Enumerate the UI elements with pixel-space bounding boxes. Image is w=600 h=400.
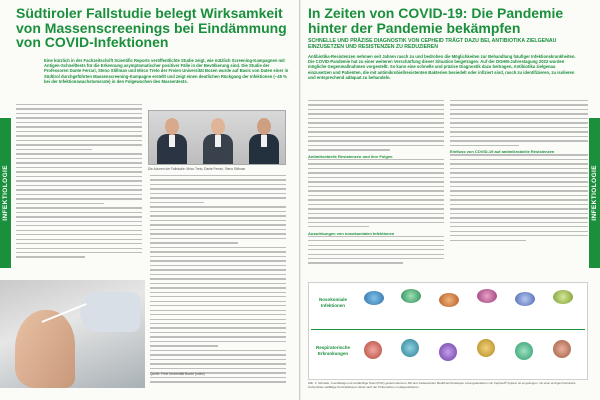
right-article-title: In Zeiten von COVID-19: Die Pandemie hinter der Pandemie bekämpfen xyxy=(308,5,564,36)
pathogen-figure xyxy=(308,282,588,380)
right-article-lead: Antibiotika-Resistenzen nehmen seit Jahren rasch zu und bedrohen die Möglichkeiten zur Behandlung häufiger Infektionskrankheiten. Die COVID-Pandemie hat zu einer weiteren Verschärfung dieser Situation beigetragen. Auf der DGHM-Jahrestagung 2022 wurden mögliche Gegenmaßnahmen vorgestellt. So kann eine schnelle und präzise Diagnostik dazu beitragen, Antibiotika zielgenau einzusetzen und Patienten, die mit antimikrobiellresistenten Bakterien besiedelt oder infiziert sind, rasch zu identifizieren, zu isolieren und entsprechend adäquat zu behandeln. xyxy=(308,54,576,80)
pathogen-illustration xyxy=(515,342,533,360)
section-heading: Antimikrobielle Resistenzen und ihre Folgen xyxy=(308,153,393,159)
nasal-swab-photo xyxy=(0,280,145,388)
author-portrait xyxy=(201,114,235,164)
authors-photo-caption: Die Autoren der Fallstudie: Mirco Treto, Dante Ferrari, Steno Stillman xyxy=(148,167,246,171)
author-portrait xyxy=(247,114,281,164)
authors-photo xyxy=(148,110,286,165)
right-body-column-2 xyxy=(450,100,588,244)
pathogen-illustration xyxy=(401,339,419,357)
right-article-subtitle: SCHNELLE UND PRÄZISE DIAGNOSTIK VON CEPHEID TRÄGT DAZU BEI, ANTIBIOTIKA ZIELGENAU EINZUSETZEN UND RESISTENZEN ZU REDUZIEREN xyxy=(308,38,557,51)
section-tab-right: INFEKTIOLOGIE xyxy=(589,118,600,268)
section-heading: Einfluss von COVID-19 auf antimikrobielle Resistenzen xyxy=(450,149,555,155)
pathogen-illustration xyxy=(477,339,495,357)
section-tab-left: INFEKTIOLOGIE xyxy=(0,118,11,268)
figure-label-respiratory: Respiratorische Erkrankungen xyxy=(315,345,350,356)
pathogen-illustration xyxy=(439,343,457,361)
page-gutter xyxy=(299,0,301,400)
pathogen-illustration xyxy=(515,292,535,306)
pathogen-illustration xyxy=(553,290,573,304)
author-portrait xyxy=(155,114,189,164)
pathogen-illustration xyxy=(439,293,459,307)
pathogen-illustration xyxy=(477,289,497,303)
pathogen-illustration xyxy=(553,340,571,358)
right-body-column-1 xyxy=(308,100,444,267)
figure-label-nosocomial: Nosokomiale Infektionen xyxy=(318,297,347,308)
left-article-title: Südtiroler Fallstudie belegt Wirksamkeit von Massenscreenings bei Eindämmung von COVID-Infektionen xyxy=(16,5,287,50)
figure-caption: Abb. 1: Schnelle, zuverlässige und verdächtige Tests (PCR) gezielt erkennen: Mit dem bedeutenden Medizinerchnoklopen Lösungsansätzen von Cepheid® System ist es gelungen, mit einer einzigen Kartusche hochpräzise vielfältige Kerninfektionen direkt nach der Probenahme zu diagnostizieren. xyxy=(308,381,576,389)
left-body-column-2 xyxy=(150,175,286,386)
figure-divider xyxy=(311,329,585,330)
left-body-column-1 xyxy=(16,104,142,261)
right-page xyxy=(300,0,600,400)
pathogen-illustration xyxy=(364,341,382,359)
pathogen-illustration xyxy=(364,291,384,305)
section-heading: Auswirkungen von nosokomialen Infektionen xyxy=(308,230,395,236)
left-article-lead: Eine kürzlich in der Fachzeitschrift Scientific Reports veröffentlichte Studie zeigt, wie nützlich Screening-Kampagnen mit Antigen-Schnelltests für die Erkennung asymptomatischer positiver Fälle in der Bevölkerung sind. Die Studie der Professoren Dante Ferrari, Steno Stillman und Mirco Treto der Freien Universität Bozen wurde auf Basis von Daten einer in Südtirol durchgeführten Massenscreening-Kampagne erstellt und zeigt einen deutlichen Rückgang der Infektionen (−45 % bei der Infektionswachstumsrate) in den Folgewochen des Massentests. xyxy=(44,58,289,84)
source-caption: Quelle: Freie Universität Bozen (unibz) xyxy=(150,372,205,376)
pathogen-illustration xyxy=(401,289,421,303)
